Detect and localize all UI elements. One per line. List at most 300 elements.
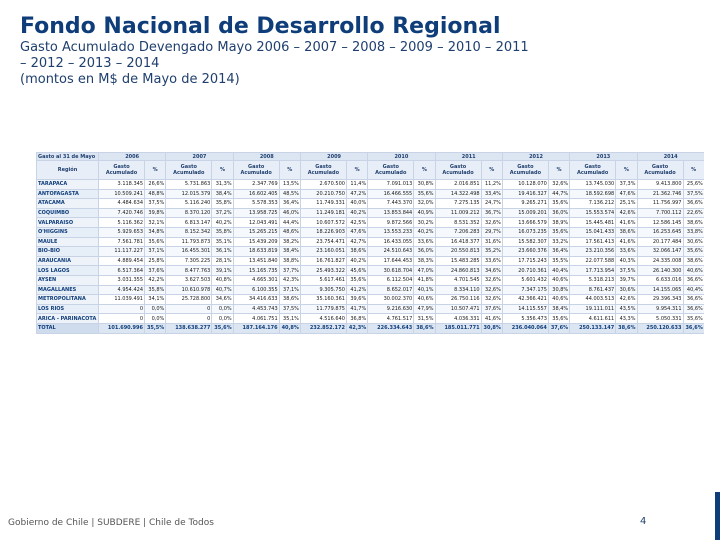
amount-cell: 13.745.030 bbox=[570, 180, 616, 190]
amount-cell: 26.750.116 bbox=[435, 295, 481, 305]
amount-cell: 16.602.405 bbox=[233, 189, 279, 199]
percent-cell: 32,6% bbox=[481, 295, 502, 305]
page-subtitle bbox=[20, 40, 660, 88]
amount-cell: 10.128.070 bbox=[502, 180, 548, 190]
amount-cell: 13.553.233 bbox=[368, 227, 414, 237]
percent-cell: 40,2% bbox=[212, 218, 233, 228]
amount-cell: 4.036.331 bbox=[435, 314, 481, 324]
percent-cell: 47,6% bbox=[616, 189, 637, 199]
amount-header: Gasto Acumulado bbox=[99, 161, 145, 180]
percent-header: % bbox=[279, 161, 300, 180]
amount-cell: 3.627.503 bbox=[166, 275, 212, 285]
table-row bbox=[37, 227, 705, 237]
percent-cell: 31,6% bbox=[481, 237, 502, 247]
percent-cell: 38,6% bbox=[616, 227, 637, 237]
amount-cell: 15.165.735 bbox=[233, 266, 279, 276]
table-row bbox=[37, 295, 705, 305]
percent-cell: 35,6% bbox=[548, 314, 569, 324]
region-name: COQUIMBO bbox=[37, 208, 99, 218]
percent-cell: 38,6% bbox=[414, 323, 435, 333]
percent-cell: 13,5% bbox=[279, 180, 300, 190]
amount-cell: 10.607.572 bbox=[300, 218, 346, 228]
amount-cell: 12.043.491 bbox=[233, 218, 279, 228]
percent-cell: 37,5% bbox=[279, 304, 300, 314]
percent-cell: 42,2% bbox=[145, 275, 166, 285]
amount-cell: 16.253.645 bbox=[637, 227, 683, 237]
table-row bbox=[37, 237, 705, 247]
percent-cell: 11,4% bbox=[346, 180, 367, 190]
percent-cell: 30,8% bbox=[548, 285, 569, 295]
amount-cell: 4.453.743 bbox=[233, 304, 279, 314]
table-row bbox=[37, 314, 705, 324]
amount-cell: 13.451.840 bbox=[233, 256, 279, 266]
amount-cell: 9.872.566 bbox=[368, 218, 414, 228]
percent-cell: 38,3% bbox=[414, 256, 435, 266]
amount-cell: 23.210.356 bbox=[570, 247, 616, 257]
percent-cell: 41,2% bbox=[346, 285, 367, 295]
amount-cell: 4.484.634 bbox=[99, 199, 145, 209]
percent-cell: 47,9% bbox=[414, 304, 435, 314]
total-row bbox=[37, 323, 705, 333]
percent-cell: 35,6% bbox=[683, 247, 704, 257]
percent-header: % bbox=[145, 161, 166, 180]
amount-cell: 2.347.769 bbox=[233, 180, 279, 190]
percent-cell: 40,0% bbox=[346, 199, 367, 209]
amount-cell: 4.061.751 bbox=[233, 314, 279, 324]
amount-cell: 12.586.145 bbox=[637, 218, 683, 228]
amount-cell: 2.016.851 bbox=[435, 180, 481, 190]
amount-cell: 5.601.432 bbox=[502, 275, 548, 285]
amount-cell: 14.115.557 bbox=[502, 304, 548, 314]
amount-cell: 232.852.172 bbox=[300, 323, 346, 333]
amount-cell: 5.318.213 bbox=[570, 275, 616, 285]
table-row bbox=[37, 247, 705, 257]
amount-cell: 12.015.379 bbox=[166, 189, 212, 199]
percent-cell: 34,1% bbox=[145, 295, 166, 305]
amount-cell: 42.366.421 bbox=[502, 295, 548, 305]
region-name: BIO-BIO bbox=[37, 247, 99, 257]
amount-cell: 17.715.243 bbox=[502, 256, 548, 266]
region-name: MAULE bbox=[37, 237, 99, 247]
percent-cell: 31,3% bbox=[212, 180, 233, 190]
amount-cell: 17.561.413 bbox=[570, 237, 616, 247]
amount-cell: 7.305.225 bbox=[166, 256, 212, 266]
amount-cell: 7.561.781 bbox=[99, 237, 145, 247]
percent-cell: 39,8% bbox=[145, 208, 166, 218]
percent-cell: 47,6% bbox=[346, 227, 367, 237]
region-name: ATACAMA bbox=[37, 199, 99, 209]
table-row bbox=[37, 208, 705, 218]
percent-cell: 33,6% bbox=[481, 256, 502, 266]
percent-cell: 37,1% bbox=[145, 247, 166, 257]
percent-cell: 48,6% bbox=[279, 227, 300, 237]
percent-header: % bbox=[414, 161, 435, 180]
amount-cell: 11.117.227 bbox=[99, 247, 145, 257]
amount-cell: 7.443.370 bbox=[368, 199, 414, 209]
percent-cell: 46,0% bbox=[279, 208, 300, 218]
amount-cell: 8.334.110 bbox=[435, 285, 481, 295]
percent-cell: 38,6% bbox=[683, 218, 704, 228]
region-name: LOS RIOS bbox=[37, 304, 99, 314]
amount-cell: 16.433.055 bbox=[368, 237, 414, 247]
percent-cell: 48,5% bbox=[279, 189, 300, 199]
percent-cell: 39,7% bbox=[616, 275, 637, 285]
amount-cell: 15.445.481 bbox=[570, 218, 616, 228]
percent-cell: 38,4% bbox=[548, 304, 569, 314]
percent-cell: 36,6% bbox=[683, 323, 704, 333]
amount-cell: 5.731.863 bbox=[166, 180, 212, 190]
amount-cell: 8.152.342 bbox=[166, 227, 212, 237]
amount-cell: 6.813.147 bbox=[166, 218, 212, 228]
percent-cell: 41,6% bbox=[616, 218, 637, 228]
amount-cell: 7.420.746 bbox=[99, 208, 145, 218]
percent-cell: 37,1% bbox=[279, 285, 300, 295]
percent-cell: 47,2% bbox=[346, 189, 367, 199]
percent-cell: 42,7% bbox=[346, 237, 367, 247]
percent-cell: 42,6% bbox=[616, 295, 637, 305]
amount-cell: 236.040.064 bbox=[502, 323, 548, 333]
amount-cell: 24.510.643 bbox=[368, 247, 414, 257]
amount-cell: 15.265.215 bbox=[233, 227, 279, 237]
percent-cell: 30,6% bbox=[683, 237, 704, 247]
year-header: 2014 bbox=[637, 153, 704, 161]
amount-cell: 18.633.819 bbox=[233, 247, 279, 257]
amount-header: Gasto Acumulado bbox=[570, 161, 616, 180]
amount-cell: 32.066.147 bbox=[637, 247, 683, 257]
percent-cell: 35,8% bbox=[145, 285, 166, 295]
amount-cell: 4.701.545 bbox=[435, 275, 481, 285]
percent-cell: 40,8% bbox=[212, 275, 233, 285]
percent-cell: 36,4% bbox=[548, 247, 569, 257]
amount-cell: 11.779.875 bbox=[300, 304, 346, 314]
amount-cell: 5.356.473 bbox=[502, 314, 548, 324]
region-name: LOS LAGOS bbox=[37, 266, 99, 276]
percent-cell: 38,6% bbox=[616, 323, 637, 333]
percent-cell: 30,8% bbox=[481, 323, 502, 333]
subtitle-line: – 2012 – 2013 – 2014 bbox=[20, 56, 160, 71]
amount-header: Gasto Acumulado bbox=[368, 161, 414, 180]
amount-cell: 138.638.277 bbox=[166, 323, 212, 333]
percent-cell: 32,6% bbox=[481, 285, 502, 295]
year-header: 2008 bbox=[233, 153, 300, 161]
amount-cell: 23.160.051 bbox=[300, 247, 346, 257]
amount-cell: 7.700.112 bbox=[637, 208, 683, 218]
table-row bbox=[37, 199, 705, 209]
year-header: 2013 bbox=[570, 153, 637, 161]
percent-cell: 33,2% bbox=[548, 237, 569, 247]
percent-cell: 37,2% bbox=[212, 208, 233, 218]
amount-cell: 11.039.491 bbox=[99, 295, 145, 305]
amount-cell: 8.370.120 bbox=[166, 208, 212, 218]
fndr-expense-table-container bbox=[36, 152, 704, 348]
amount-cell: 9.954.311 bbox=[637, 304, 683, 314]
percent-cell: 34,6% bbox=[481, 266, 502, 276]
year-header: 2012 bbox=[502, 153, 569, 161]
amount-cell: 24.335.008 bbox=[637, 256, 683, 266]
amount-cell: 226.334.643 bbox=[368, 323, 414, 333]
percent-cell: 37,6% bbox=[145, 266, 166, 276]
amount-header: Gasto Acumulado bbox=[233, 161, 279, 180]
percent-cell: 36,0% bbox=[548, 208, 569, 218]
percent-cell: 33,4% bbox=[481, 189, 502, 199]
amount-cell: 15.483.285 bbox=[435, 256, 481, 266]
amount-cell: 16.455.301 bbox=[166, 247, 212, 257]
amount-cell: 11.009.212 bbox=[435, 208, 481, 218]
percent-cell: 40,2% bbox=[346, 208, 367, 218]
percent-cell: 36,0% bbox=[414, 247, 435, 257]
amount-cell: 18.226.903 bbox=[300, 227, 346, 237]
percent-cell: 40,7% bbox=[212, 285, 233, 295]
amount-header: Gasto Acumulado bbox=[300, 161, 346, 180]
amount-cell: 2.670.500 bbox=[300, 180, 346, 190]
amount-cell: 23.660.376 bbox=[502, 247, 548, 257]
percent-cell: 32,1% bbox=[145, 218, 166, 228]
amount-cell: 11.756.997 bbox=[637, 199, 683, 209]
footer-text: Gobierno de Chile | SUBDERE | Chile de Todos bbox=[8, 518, 214, 528]
amount-cell: 15.009.201 bbox=[502, 208, 548, 218]
region-name: O'HIGGINS bbox=[37, 227, 99, 237]
percent-cell: 36,6% bbox=[683, 199, 704, 209]
percent-cell: 34,6% bbox=[212, 295, 233, 305]
amount-cell: 23.754.471 bbox=[300, 237, 346, 247]
region-name: TARAPACA bbox=[37, 180, 99, 190]
percent-cell: 36,4% bbox=[279, 199, 300, 209]
amount-cell: 8.652.017 bbox=[368, 285, 414, 295]
table-row bbox=[37, 180, 705, 190]
amount-cell: 17.713.954 bbox=[570, 266, 616, 276]
percent-cell: 24,7% bbox=[481, 199, 502, 209]
percent-cell: 35,6% bbox=[414, 189, 435, 199]
year-header: 2011 bbox=[435, 153, 502, 161]
amount-cell: 6.100.355 bbox=[233, 285, 279, 295]
percent-cell: 30,6% bbox=[616, 285, 637, 295]
amount-cell: 185.011.771 bbox=[435, 323, 481, 333]
amount-cell: 10.610.978 bbox=[166, 285, 212, 295]
percent-cell: 44,7% bbox=[548, 189, 569, 199]
percent-cell: 42,5% bbox=[346, 218, 367, 228]
amount-cell: 26.140.300 bbox=[637, 266, 683, 276]
percent-cell: 0,0% bbox=[212, 304, 233, 314]
percent-cell: 0,0% bbox=[145, 304, 166, 314]
amount-cell: 16.761.827 bbox=[300, 256, 346, 266]
percent-cell: 28,1% bbox=[212, 256, 233, 266]
percent-cell: 36,7% bbox=[481, 208, 502, 218]
amount-cell: 6.633.016 bbox=[637, 275, 683, 285]
amount-cell: 0 bbox=[166, 304, 212, 314]
percent-cell: 25,6% bbox=[683, 180, 704, 190]
amount-cell: 20.710.361 bbox=[502, 266, 548, 276]
percent-cell: 30,2% bbox=[414, 218, 435, 228]
percent-cell: 37,5% bbox=[683, 189, 704, 199]
percent-cell: 35,5% bbox=[145, 323, 166, 333]
percent-cell: 35,1% bbox=[212, 237, 233, 247]
amount-cell: 44.003.513 bbox=[570, 295, 616, 305]
percent-cell: 36,6% bbox=[683, 275, 704, 285]
amount-cell: 19.416.327 bbox=[502, 189, 548, 199]
percent-cell: 35,8% bbox=[212, 227, 233, 237]
amount-cell: 22.077.588 bbox=[570, 256, 616, 266]
amount-cell: 0 bbox=[166, 314, 212, 324]
percent-cell: 35,8% bbox=[212, 199, 233, 209]
percent-cell: 38,4% bbox=[279, 247, 300, 257]
year-header: 2009 bbox=[300, 153, 367, 161]
percent-cell: 42,3% bbox=[346, 323, 367, 333]
percent-cell: 40,6% bbox=[548, 275, 569, 285]
amount-cell: 9.305.750 bbox=[300, 285, 346, 295]
amount-cell: 0 bbox=[99, 314, 145, 324]
table-row bbox=[37, 218, 705, 228]
table-row bbox=[37, 275, 705, 285]
percent-cell: 11,2% bbox=[481, 180, 502, 190]
amount-header: Gasto Acumulado bbox=[166, 161, 212, 180]
amount-cell: 17.644.453 bbox=[368, 256, 414, 266]
amount-cell: 15.553.574 bbox=[570, 208, 616, 218]
percent-cell: 40,6% bbox=[414, 295, 435, 305]
percent-cell: 32,0% bbox=[414, 199, 435, 209]
fndr-expense-table bbox=[36, 152, 704, 334]
amount-cell: 7.091.013 bbox=[368, 180, 414, 190]
percent-cell: 37,6% bbox=[548, 323, 569, 333]
percent-cell: 38,6% bbox=[279, 295, 300, 305]
amount-cell: 4.889.454 bbox=[99, 256, 145, 266]
amount-cell: 20.210.750 bbox=[300, 189, 346, 199]
amount-cell: 13.853.844 bbox=[368, 208, 414, 218]
amount-cell: 16.418.377 bbox=[435, 237, 481, 247]
table-row bbox=[37, 285, 705, 295]
percent-cell: 32,6% bbox=[481, 275, 502, 285]
amount-cell: 15.582.307 bbox=[502, 237, 548, 247]
percent-cell: 36,1% bbox=[212, 247, 233, 257]
amount-cell: 8.477.763 bbox=[166, 266, 212, 276]
amount-cell: 9.216.630 bbox=[368, 304, 414, 314]
year-header-row bbox=[37, 153, 705, 161]
percent-cell: 35,6% bbox=[683, 314, 704, 324]
amount-cell: 5.050.331 bbox=[637, 314, 683, 324]
percent-cell: 35,1% bbox=[279, 314, 300, 324]
amount-cell: 25.728.800 bbox=[166, 295, 212, 305]
percent-cell: 40,6% bbox=[548, 295, 569, 305]
amount-cell: 7.275.135 bbox=[435, 199, 481, 209]
amount-cell: 5.578.353 bbox=[233, 199, 279, 209]
page-number: 4 bbox=[640, 516, 647, 527]
percent-cell: 36,8% bbox=[346, 314, 367, 324]
percent-cell: 42,6% bbox=[616, 208, 637, 218]
table-row bbox=[37, 266, 705, 276]
amount-cell: 4.761.517 bbox=[368, 314, 414, 324]
amount-cell: 25.493.322 bbox=[300, 266, 346, 276]
percent-cell: 22,6% bbox=[683, 208, 704, 218]
amount-cell: 101.690.996 bbox=[99, 323, 145, 333]
percent-cell: 37,6% bbox=[481, 304, 502, 314]
percent-cell: 42,3% bbox=[279, 275, 300, 285]
amount-header: Gasto Acumulado bbox=[435, 161, 481, 180]
amount-cell: 187.164.176 bbox=[233, 323, 279, 333]
percent-cell: 31,5% bbox=[414, 314, 435, 324]
year-header: 2006 bbox=[99, 153, 166, 161]
amount-cell: 4.665.301 bbox=[233, 275, 279, 285]
accent-bar bbox=[715, 492, 720, 540]
percent-cell: 40,2% bbox=[346, 256, 367, 266]
amount-cell: 3.031.355 bbox=[99, 275, 145, 285]
amount-cell: 29.396.343 bbox=[637, 295, 683, 305]
amount-cell: 4.516.640 bbox=[300, 314, 346, 324]
region-name: METROPOLITANA bbox=[37, 295, 99, 305]
region-name: ARICA - PARINACOTA bbox=[37, 314, 99, 324]
amount-cell: 7.347.175 bbox=[502, 285, 548, 295]
percent-cell: 37,5% bbox=[145, 199, 166, 209]
percent-cell: 40,6% bbox=[683, 266, 704, 276]
percent-cell: 44,4% bbox=[279, 218, 300, 228]
amount-cell: 9.413.800 bbox=[637, 180, 683, 190]
amount-cell: 16.466.555 bbox=[368, 189, 414, 199]
amount-cell: 20.550.813 bbox=[435, 247, 481, 257]
amount-cell: 11.749.331 bbox=[300, 199, 346, 209]
percent-cell: 41,8% bbox=[414, 275, 435, 285]
percent-cell: 33,6% bbox=[616, 247, 637, 257]
amount-cell: 10.509.241 bbox=[99, 189, 145, 199]
percent-header: % bbox=[616, 161, 637, 180]
percent-cell: 38,6% bbox=[346, 247, 367, 257]
amount-cell: 34.416.633 bbox=[233, 295, 279, 305]
table-row bbox=[37, 304, 705, 314]
amount-cell: 11.249.181 bbox=[300, 208, 346, 218]
amount-cell: 35.160.361 bbox=[300, 295, 346, 305]
percent-cell: 43,5% bbox=[616, 304, 637, 314]
percent-cell: 39,1% bbox=[212, 266, 233, 276]
amount-cell: 21.362.746 bbox=[637, 189, 683, 199]
amount-cell: 9.265.271 bbox=[502, 199, 548, 209]
table-row bbox=[37, 256, 705, 266]
amount-cell: 11.793.873 bbox=[166, 237, 212, 247]
region-name: TOTAL bbox=[37, 323, 99, 333]
percent-header: % bbox=[481, 161, 502, 180]
percent-cell: 38,6% bbox=[683, 256, 704, 266]
percent-cell: 0,0% bbox=[145, 314, 166, 324]
amount-cell: 5.617.461 bbox=[300, 275, 346, 285]
region-name: ANTOFAGASTA bbox=[37, 189, 99, 199]
percent-cell: 38,9% bbox=[548, 218, 569, 228]
amount-cell: 30.002.370 bbox=[368, 295, 414, 305]
year-header: 2007 bbox=[166, 153, 233, 161]
percent-cell: 33,8% bbox=[683, 227, 704, 237]
amount-cell: 5.929.653 bbox=[99, 227, 145, 237]
amount-cell: 250.133.147 bbox=[570, 323, 616, 333]
amount-cell: 250.120.633 bbox=[637, 323, 683, 333]
amount-cell: 16.073.235 bbox=[502, 227, 548, 237]
percent-cell: 38,8% bbox=[279, 256, 300, 266]
percent-cell: 40,4% bbox=[548, 266, 569, 276]
amount-cell: 14.322.498 bbox=[435, 189, 481, 199]
percent-header: % bbox=[346, 161, 367, 180]
percent-cell: 40,1% bbox=[414, 285, 435, 295]
percent-cell: 29,7% bbox=[481, 227, 502, 237]
percent-cell: 37,7% bbox=[279, 266, 300, 276]
percent-cell: 35,6% bbox=[548, 227, 569, 237]
amount-cell: 19.111.011 bbox=[570, 304, 616, 314]
amount-cell: 6.517.364 bbox=[99, 266, 145, 276]
percent-cell: 38,4% bbox=[212, 189, 233, 199]
percent-cell: 45,6% bbox=[346, 266, 367, 276]
percent-cell: 35,6% bbox=[145, 237, 166, 247]
percent-cell: 47,0% bbox=[414, 266, 435, 276]
amount-cell: 7.206.283 bbox=[435, 227, 481, 237]
percent-cell: 25,8% bbox=[145, 256, 166, 266]
percent-cell: 35,5% bbox=[548, 256, 569, 266]
percent-cell: 36,6% bbox=[683, 295, 704, 305]
subtitle-line: (montos en M$ de Mayo de 2014) bbox=[20, 72, 240, 87]
year-header: 2010 bbox=[368, 153, 435, 161]
percent-header: % bbox=[212, 161, 233, 180]
